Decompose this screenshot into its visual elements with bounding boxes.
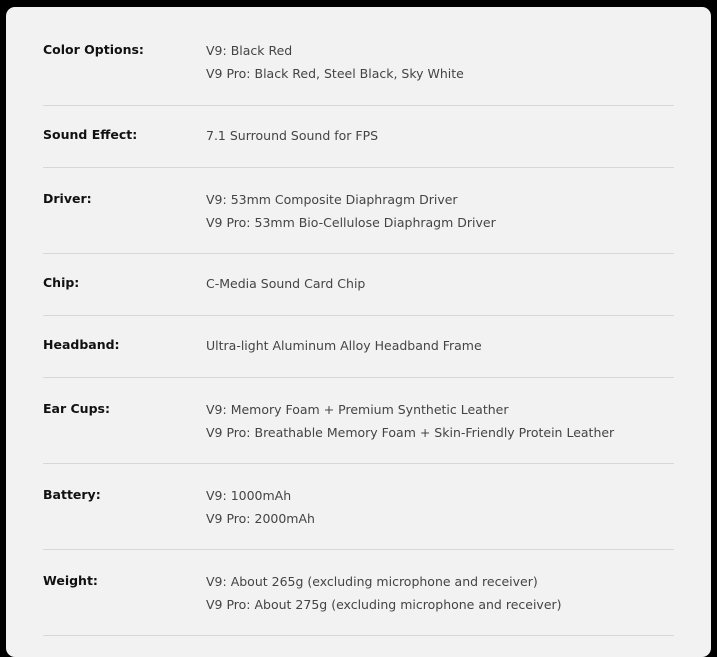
spec-label: Chip: (43, 275, 80, 290)
spec-values (206, 573, 674, 616)
spec-row-sound-effect (43, 106, 674, 168)
spec-values (206, 191, 674, 234)
spec-label: Driver: (43, 191, 92, 206)
spec-value: 7.1 Surround Sound for FPS (206, 128, 379, 143)
spec-value: V9 Pro: Breathable Memory Foam + Skin-Friendly Protein Leather (206, 425, 615, 440)
spec-value: V9: About 265g (excluding microphone and receiver) (206, 574, 538, 589)
spec-panel (6, 7, 711, 657)
spec-value: V9 Pro: 53mm Bio-Cellulose Diaphragm Driver (206, 215, 496, 230)
spec-label: Sound Effect: (43, 127, 138, 142)
spec-value: C-Media Sound Card Chip (206, 276, 366, 291)
spec-values (206, 42, 674, 85)
spec-values (206, 401, 674, 444)
spec-list (43, 7, 674, 636)
spec-value: Ultra-light Aluminum Alloy Headband Frame (206, 338, 482, 353)
spec-row-weight (43, 550, 674, 636)
spec-value: V9: 1000mAh (206, 488, 292, 503)
spec-value: V9: Black Red (206, 43, 293, 58)
spec-row-color-options (43, 7, 674, 106)
spec-value: V9 Pro: 2000mAh (206, 511, 315, 526)
spec-value: V9 Pro: Black Red, Steel Black, Sky White (206, 66, 464, 81)
spec-row-headband (43, 316, 674, 378)
spec-values (206, 487, 674, 530)
spec-value: V9: Memory Foam + Premium Synthetic Leather (206, 402, 509, 417)
spec-label: Weight: (43, 573, 98, 588)
spec-row-ear-cups (43, 378, 674, 464)
spec-row-chip (43, 254, 674, 316)
spec-values (206, 127, 674, 147)
spec-value: V9 Pro: About 275g (excluding microphone and receiver) (206, 597, 562, 612)
spec-values (206, 337, 674, 357)
spec-value: V9: 53mm Composite Diaphragm Driver (206, 192, 458, 207)
spec-label: Headband: (43, 337, 120, 352)
spec-label: Battery: (43, 487, 101, 502)
spec-label: Ear Cups: (43, 401, 110, 416)
spec-row-driver (43, 168, 674, 254)
spec-row-battery (43, 464, 674, 550)
spec-values (206, 275, 674, 295)
spec-label: Color Options: (43, 42, 144, 57)
